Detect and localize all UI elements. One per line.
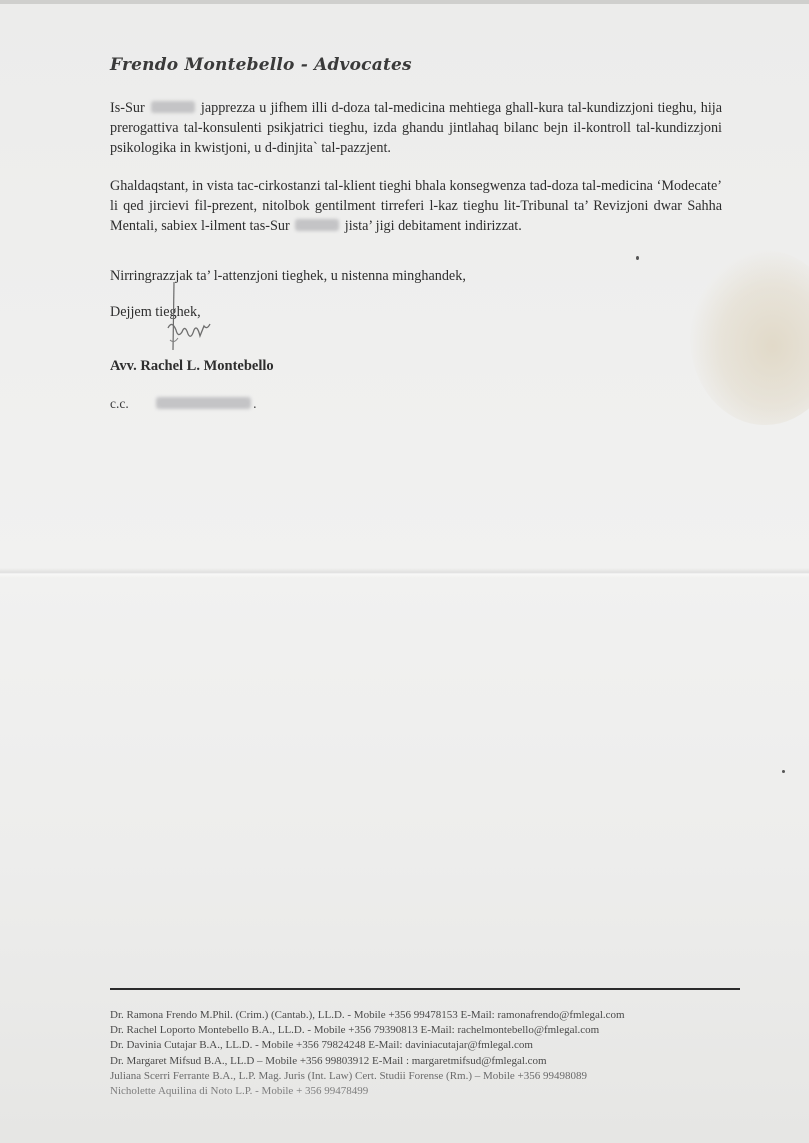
paper-top-edge (0, 0, 809, 4)
salutation: Dejjem tieghek, (110, 304, 201, 320)
cc-line (110, 396, 256, 412)
closing-line: Nirringrazzjak ta’ l-attenzjoni tieghek, u nistenna minghandek, (110, 268, 466, 284)
footer-divider (110, 988, 740, 990)
body-paragraph-2 (110, 176, 722, 236)
paragraph-text: japprezza u jifhem illi d-doza tal-medicina mehtiega ghall-kura tal-kundizzjoni tieghu, hija prerogattiva tal-konsulenti psikjatrici tieghu, izda ghandu jintlahaq bilanc bejn il-kontroll tal-kundizzjoni psikologika in kwistjoni, u d-dinjita` tal-pazzjent. (110, 100, 722, 156)
paragraph-text: jista’ jigi debitament indirizzat. (344, 218, 522, 234)
footer-contact-line: Dr. Margaret Mifsud B.A., LL.D – Mobile +356 99803912 E-Mail : margaretmifsud@fmlegal.com (110, 1054, 547, 1067)
footer-contacts (110, 1008, 625, 1099)
footer-contact-line: Dr. Rachel Loporto Montebello B.A., LL.D. - Mobile +356 79390813 E-Mail: rachelmontebello@fmlegal.com (110, 1024, 600, 1037)
signer-name: Avv. Rachel L. Montebello (110, 358, 274, 374)
handwritten-signature (160, 280, 220, 360)
paper-fold-line (0, 568, 809, 578)
paper-speck (636, 256, 639, 260)
paper-speck (782, 770, 785, 773)
redacted-cc-name (156, 397, 251, 409)
firm-letterhead: Frendo Montebello - Advocates (110, 55, 412, 75)
footer-contact-line: Juliana Scerri Ferrante B.A., L.P. Mag. Juris (Int. Law) Cert. Studii Forense (Rm.) – Mobile +356 99498089 (110, 1069, 588, 1082)
paragraph-text: Ghaldaqstant, in vista tac-cirkostanzi tal-klient tieghi bhala konsegwenza tad-doza tal-medicina ‘Modecate’ li qed jircievi fil-prezent, nitolbok gentilment tirreferi l-kaz tieghu lit-Tribunal ta’ Revizjoni dwar Sahha Mentali, sabiex l-ilment tas-Sur (110, 178, 722, 234)
cc-trailing: . (253, 396, 257, 411)
redacted-name (151, 101, 195, 113)
redacted-name (295, 219, 339, 231)
body-paragraph-1 (110, 98, 722, 158)
cc-label: c.c. (110, 396, 129, 411)
footer-contact-line: Dr. Ramona Frendo M.Phil. (Crim.) (Cantab.), LL.D. - Mobile +356 99478153 E-Mail: ramonafrendo@fmlegal.com (110, 1009, 625, 1021)
paragraph-text: Is-Sur (110, 100, 145, 116)
footer-contact-line: Dr. Davinia Cutajar B.A., LL.D. - Mobile +356 79824248 E-Mail: daviniacutajar@fmlegal.com (110, 1039, 533, 1052)
footer-contact-line: Nicholette Aquilina di Noto L.P. - Mobile + 356 99478499 (110, 1085, 369, 1098)
